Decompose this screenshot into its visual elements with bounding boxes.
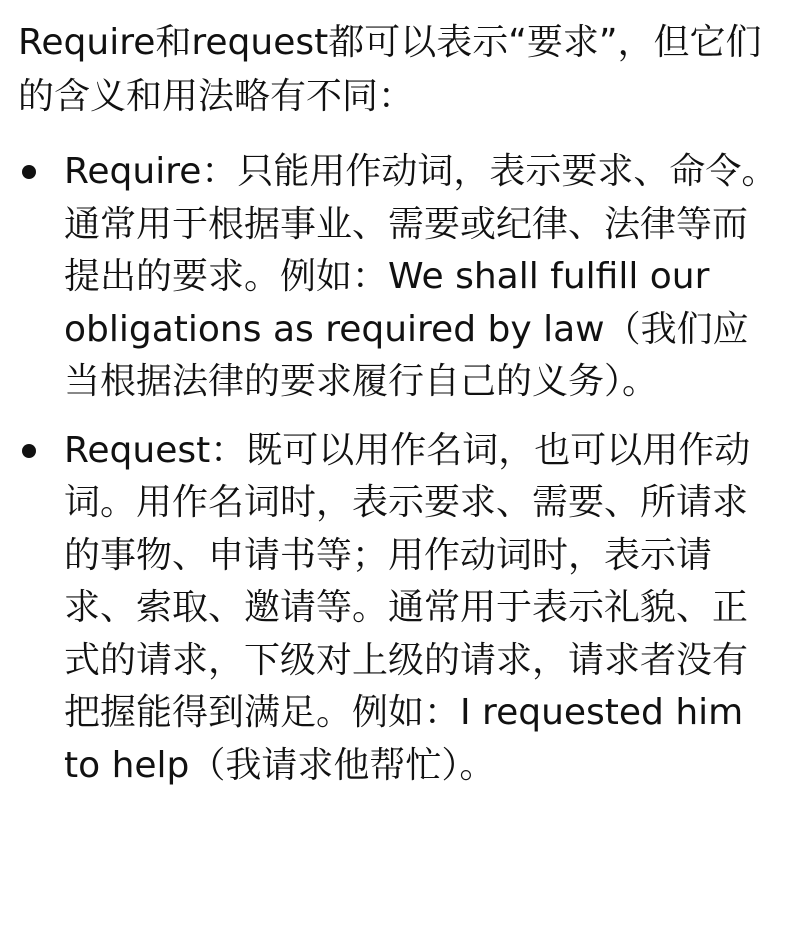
bullet-icon xyxy=(22,165,36,179)
bullet-icon xyxy=(22,444,36,458)
list-item-text: Require：只能用作动词，表示要求、命令。通常用于根据事业、需要或纪律、法律等而提出的要求。例如：We shall fulfill our obligations as required by law（我们应当根据法律的要求履行自己的义务）。 xyxy=(64,151,778,402)
bullet-list xyxy=(18,146,780,792)
intro-paragraph: Require和request都可以表示“要求”，但它们的含义和用法略有不同： xyxy=(18,22,762,117)
list-item-require xyxy=(18,146,780,409)
list-item-text: Request：既可以用作名词，也可以用作动词。用作名词时，表示要求、需要、所请求的事物、申请书等；用作动词时，表示请求、索取、邀请等。通常用于表示礼貌、正式的请求，下级对上级的请求，请求者没有把握能得到满足。例如：I requested him to help（我请求他帮忙）。 xyxy=(64,429,751,786)
list-item-request xyxy=(18,425,780,793)
